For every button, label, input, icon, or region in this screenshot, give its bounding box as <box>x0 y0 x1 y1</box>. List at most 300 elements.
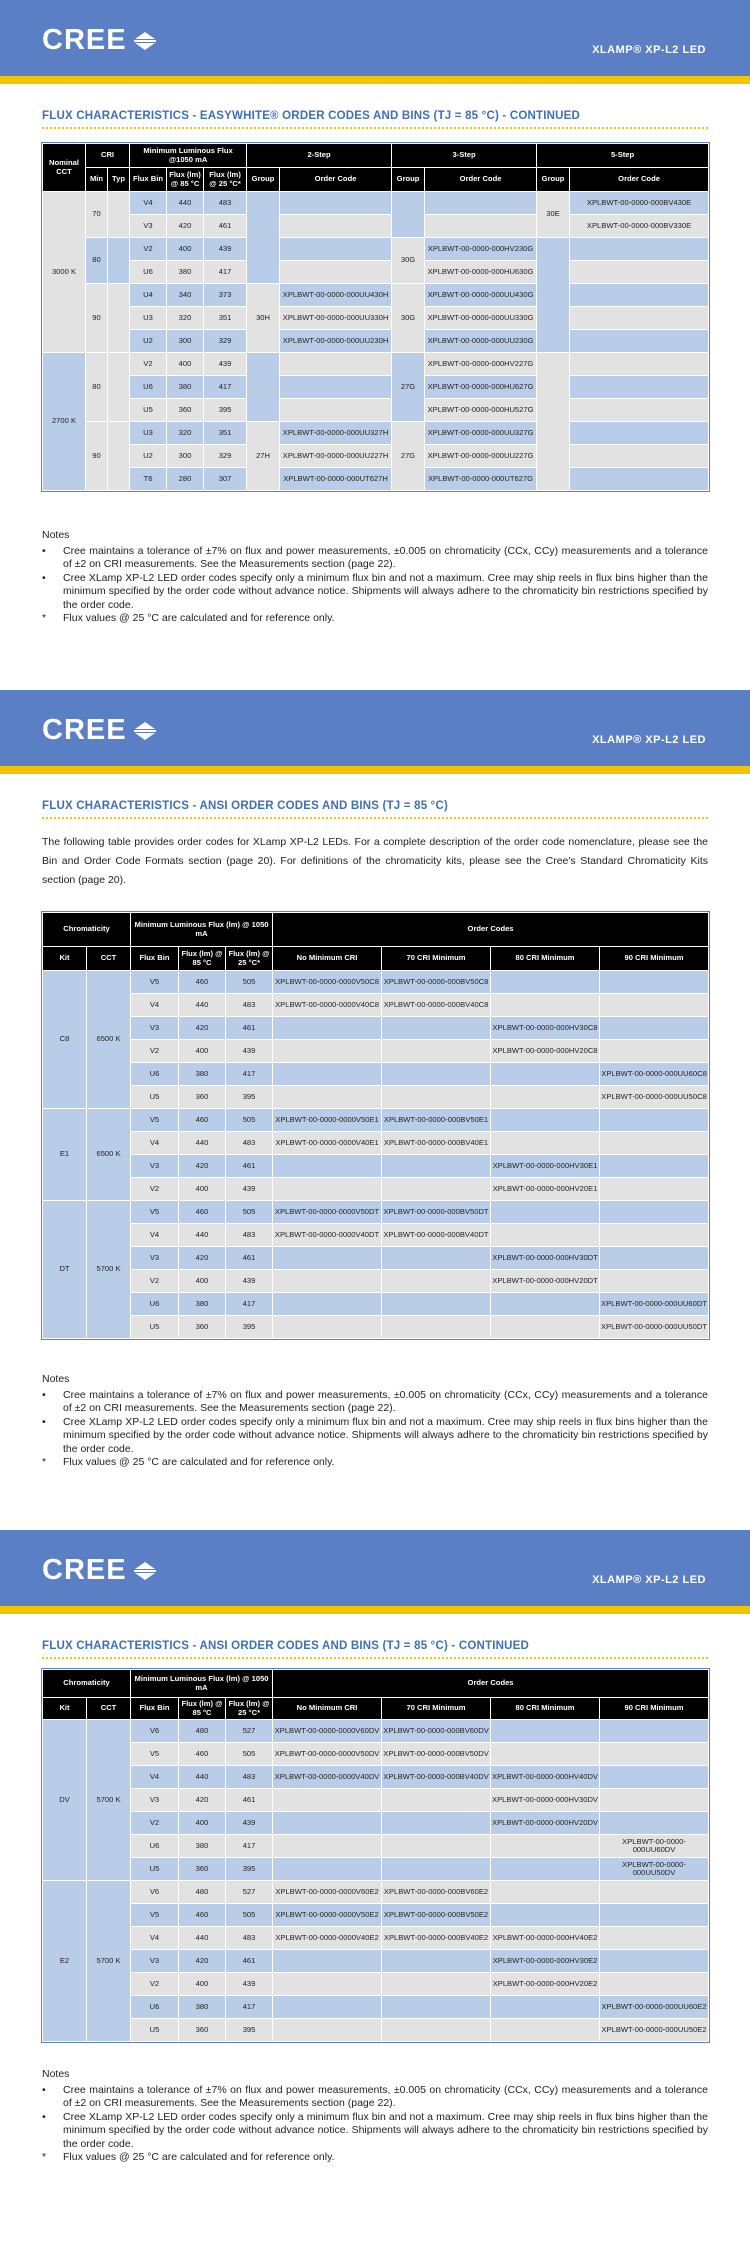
flux-bin-cell: V5 <box>131 1201 179 1224</box>
cri-min-cell: 90 <box>86 284 108 353</box>
flux-bin-cell: U5 <box>131 1858 179 1881</box>
page-1 <box>0 0 750 690</box>
order-code-cell: XPLBWT-00-0000-000HU627G <box>425 376 537 399</box>
order-code-cell <box>273 2019 382 2042</box>
table-row <box>43 284 709 307</box>
flux25-cell: 439 <box>226 1040 273 1063</box>
flux-bin-cell: V3 <box>130 215 167 238</box>
table-row <box>43 1017 709 1040</box>
table-row <box>43 1996 709 2019</box>
kit-cell: C8 <box>43 971 87 1109</box>
cri-typ-cell <box>108 192 130 238</box>
group3-cell: 27G <box>392 422 425 491</box>
table-row <box>43 261 709 284</box>
order-code-cell: XPLBWT-00-0000-000UU327H <box>280 422 392 445</box>
flux25-cell: 439 <box>226 1178 273 1201</box>
order-code-cell <box>382 1316 491 1339</box>
cct-cell: 5700 K <box>87 1720 131 1881</box>
group5-cell <box>537 238 570 353</box>
flux85-cell: 400 <box>179 1040 226 1063</box>
order-code-cell <box>382 1293 491 1316</box>
kit-cell: E1 <box>43 1109 87 1201</box>
order-code-cell <box>491 1132 600 1155</box>
flux-bin-cell: V6 <box>131 1720 179 1743</box>
flux-bin-cell: V2 <box>130 353 167 376</box>
order-code-cell: XPLBWT-00-0000-000UU330H <box>280 307 392 330</box>
col-80cri: 80 CRI Minimum <box>491 1698 600 1720</box>
col-min-lum: Minimum Luminous Flux (lm) @ 1050 mA <box>131 1670 273 1698</box>
notes-title: Notes <box>42 2068 70 2081</box>
flux-bin-cell: V4 <box>131 1132 179 1155</box>
section-title: FLUX CHARACTERISTICS - ANSI ORDER CODES AND BINS (TJ = 85 °C) - CONTINUED <box>42 1640 708 1659</box>
order-code-cell <box>600 1812 709 1835</box>
flux25-cell: 439 <box>204 353 247 376</box>
notes <box>42 1373 708 1470</box>
flux25-cell: 505 <box>226 1743 273 1766</box>
flux-bin-cell: U5 <box>130 399 167 422</box>
flux-bin-cell: V4 <box>131 994 179 1017</box>
cree-logo <box>42 1554 157 1587</box>
order-code-cell: XPLBWT-00-0000-0000V40DT <box>273 1224 382 1247</box>
col-flux-bin: Flux Bin <box>130 168 167 192</box>
group2-cell <box>247 192 280 284</box>
col-group: Group <box>392 168 425 192</box>
order-code-cell <box>273 1812 382 1835</box>
order-code-cell <box>273 1316 382 1339</box>
table-row <box>43 1178 709 1201</box>
flux-bin-cell: V4 <box>131 1927 179 1950</box>
order-code-cell: XPLBWT-00-0000-000BV60E2 <box>382 1881 491 1904</box>
table-row <box>43 1973 709 1996</box>
group3-cell: 30G <box>392 284 425 353</box>
order-code-cell <box>600 1927 709 1950</box>
cri-typ-cell <box>108 353 130 422</box>
order-code-cell: XPLBWT-00-0000-000HV30DT <box>491 1247 600 1270</box>
flux-bin-cell: V2 <box>131 1178 179 1201</box>
flux85-cell: 420 <box>167 215 204 238</box>
order-code-cell: XPLBWT-00-0000-000BV40DT <box>382 1224 491 1247</box>
table-row <box>43 1927 709 1950</box>
flux25-cell: 417 <box>204 261 247 284</box>
order-code-cell <box>570 261 709 284</box>
col-typ: Typ <box>108 168 130 192</box>
order-code-cell <box>280 376 392 399</box>
header-stripe <box>0 76 750 84</box>
flux-bin-cell: V2 <box>131 1040 179 1063</box>
flux25-cell: 329 <box>204 445 247 468</box>
cct-cell: 6500 K <box>87 971 131 1109</box>
flux-bin-cell: U6 <box>130 376 167 399</box>
table-row <box>43 1881 709 1904</box>
note-item: * Flux values @ 25 °C are calculated and for reference only. <box>42 612 335 624</box>
order-code-cell: XPLBWT-00-0000-000UU430G <box>425 284 537 307</box>
cri-min-cell: 70 <box>86 192 108 238</box>
order-code-cell <box>273 1086 382 1109</box>
order-code-cell <box>491 1720 600 1743</box>
cri-typ-cell <box>108 284 130 353</box>
order-code-cell <box>273 1270 382 1293</box>
col-order-code: Order Code <box>570 168 709 192</box>
table-row <box>43 2019 709 2042</box>
flux25-cell: 395 <box>204 399 247 422</box>
flux25-cell: 483 <box>204 192 247 215</box>
flux25-cell: 483 <box>226 1224 273 1247</box>
order-code-cell <box>570 422 709 445</box>
order-code-cell <box>280 353 392 376</box>
table-row <box>43 1720 709 1743</box>
order-code-cell: XPLBWT-00-0000-0000V50DT <box>273 1201 382 1224</box>
flux85-cell: 440 <box>179 1224 226 1247</box>
flux85-cell: 360 <box>179 2019 226 2042</box>
table-row <box>43 1040 709 1063</box>
order-code-cell: XPLBWT-00-0000-000BV40C8 <box>382 994 491 1017</box>
table-row <box>43 971 709 994</box>
flux85-cell: 420 <box>179 1950 226 1973</box>
order-code-cell: XPLBWT-00-0000-000HV227G <box>425 353 537 376</box>
order-code-cell <box>600 1132 709 1155</box>
order-code-cell: XPLBWT-00-0000-000HV30E2 <box>491 1950 600 1973</box>
note-item: • Cree XLamp XP-L2 LED order codes specify only a minimum flux bin and not a maximum. Cree may ship reels in flux bins higher than the minimum specified by the order code without advance notice. Shipments will always adhere to the chromaticity bin restrictions specified by the order code. <box>42 1415 708 1455</box>
order-code-cell: XPLBWT-00-0000-0000V50E1 <box>273 1109 382 1132</box>
col-80cri: 80 CRI Minimum <box>491 947 600 971</box>
flux85-cell: 400 <box>167 353 204 376</box>
order-code-cell: XPLBWT-00-0000-0000V60DV <box>273 1720 382 1743</box>
notes-title: Notes <box>42 529 70 541</box>
table-row <box>43 1224 709 1247</box>
group3-cell: 27G <box>392 353 425 422</box>
flux-bin-cell: U4 <box>130 284 167 307</box>
flux85-cell: 460 <box>179 1109 226 1132</box>
order-code-cell <box>600 1247 709 1270</box>
order-code-cell: XPLBWT-00-0000-0000V60E2 <box>273 1881 382 1904</box>
order-code-cell: XPLBWT-00-0000-0000V50DV <box>273 1743 382 1766</box>
table-row <box>43 399 709 422</box>
cree-arrows-icon <box>133 720 157 742</box>
order-code-cell: XPLBWT-00-0000-000UU227G <box>425 445 537 468</box>
order-code-cell: XPLBWT-00-0000-000HV20DT <box>491 1270 600 1293</box>
header-stripe <box>0 1606 750 1614</box>
table-row <box>43 376 709 399</box>
flux25-cell: 461 <box>226 1789 273 1812</box>
cct-cell: 3000 K <box>43 192 86 353</box>
order-code-cell: XPLBWT-00-0000-0000V40E1 <box>273 1132 382 1155</box>
order-code-cell <box>600 1224 709 1247</box>
order-code-cell <box>570 238 709 261</box>
order-code-cell <box>382 1155 491 1178</box>
note-item: * Flux values @ 25 °C are calculated and for reference only. <box>42 2151 335 2164</box>
order-code-cell: XPLBWT-00-0000-000UU330G <box>425 307 537 330</box>
order-code-cell <box>273 1247 382 1270</box>
table-row <box>43 1247 709 1270</box>
easywhite-table <box>42 143 709 491</box>
flux25-cell: 373 <box>204 284 247 307</box>
flux-bin-cell: V2 <box>131 1973 179 1996</box>
col-flux-bin: Flux Bin <box>131 947 179 971</box>
order-code-cell: XPLBWT-00-0000-000UU227H <box>280 445 392 468</box>
flux85-cell: 380 <box>179 1063 226 1086</box>
col-group: Group <box>247 168 280 192</box>
table-row <box>43 445 709 468</box>
flux85-cell: 380 <box>179 1835 226 1858</box>
order-code-cell <box>273 1950 382 1973</box>
order-code-cell: XPLBWT-00-0000-000UU50E2 <box>600 2019 709 2042</box>
order-code-cell <box>382 1178 491 1201</box>
kit-cell: DT <box>43 1201 87 1339</box>
flux-bin-cell: V2 <box>131 1812 179 1835</box>
flux25-cell: 527 <box>226 1720 273 1743</box>
page-header <box>0 0 750 84</box>
flux-bin-cell: U5 <box>131 2019 179 2042</box>
flux85-cell: 300 <box>167 330 204 353</box>
table-row <box>43 994 709 1017</box>
flux85-cell: 380 <box>179 1293 226 1316</box>
table-row <box>43 307 709 330</box>
order-code-cell <box>491 1881 600 1904</box>
flux85-cell: 380 <box>167 376 204 399</box>
note-item: * Flux values @ 25 °C are calculated and for reference only. <box>42 1456 335 1468</box>
flux-bin-cell: V4 <box>131 1224 179 1247</box>
flux-bin-cell: V2 <box>130 238 167 261</box>
flux85-cell: 440 <box>167 192 204 215</box>
order-code-cell: XPLBWT-00-0000-0000V50C8 <box>273 971 382 994</box>
flux85-cell: 420 <box>179 1247 226 1270</box>
notes-title: Notes <box>42 1373 70 1385</box>
order-code-cell: XPLBWT-00-0000-000HV30DV <box>491 1789 600 1812</box>
table-row <box>43 1743 709 1766</box>
order-code-cell: XPLBWT-00-0000-000BV50E2 <box>382 1904 491 1927</box>
col-cct: CCT <box>87 1698 131 1720</box>
table-row <box>43 1270 709 1293</box>
flux85-cell: 320 <box>167 422 204 445</box>
flux85-cell: 280 <box>167 468 204 491</box>
flux-bin-cell: T6 <box>130 468 167 491</box>
flux85-cell: 380 <box>179 1996 226 2019</box>
order-code-cell: XPLBWT-00-0000-000HV30E1 <box>491 1155 600 1178</box>
order-code-cell: XPLBWT-00-0000-000HV40DV <box>491 1766 600 1789</box>
table-row <box>43 215 709 238</box>
notes <box>42 2068 708 2165</box>
col-kit: Kit <box>43 1698 87 1720</box>
cree-arrows-icon <box>133 30 157 52</box>
col-3step: 3-Step <box>392 144 537 168</box>
table-row <box>43 1086 709 1109</box>
flux-bin-cell: U5 <box>131 1316 179 1339</box>
order-code-cell <box>491 1201 600 1224</box>
flux85-cell: 300 <box>167 445 204 468</box>
group5-cell <box>537 353 570 491</box>
flux85-cell: 360 <box>179 1858 226 1881</box>
order-code-cell <box>491 994 600 1017</box>
section-title: FLUX CHARACTERISTICS - EASYWHITE® ORDER CODES AND BINS (TJ = 85 °C) - CONTINUED <box>42 110 708 129</box>
cree-arrows-icon <box>133 1560 157 1582</box>
col-no-min-cri: No Minimum CRI <box>273 947 382 971</box>
order-code-cell <box>600 1720 709 1743</box>
order-code-cell <box>273 1293 382 1316</box>
order-code-cell <box>570 468 709 491</box>
flux-bin-cell: U6 <box>131 1996 179 2019</box>
flux-bin-cell: V5 <box>131 1904 179 1927</box>
order-code-cell <box>491 1224 600 1247</box>
col-order-code: Order Code <box>425 168 537 192</box>
table-row <box>43 1063 709 1086</box>
table-row <box>43 1950 709 1973</box>
flux85-cell: 460 <box>179 1904 226 1927</box>
order-code-cell <box>382 1063 491 1086</box>
flux85-cell: 460 <box>179 1201 226 1224</box>
order-code-cell: XPLBWT-00-0000-000BV50C8 <box>382 971 491 994</box>
table-row <box>43 1316 709 1339</box>
order-code-cell <box>600 1743 709 1766</box>
order-code-cell <box>600 1109 709 1132</box>
order-code-cell <box>570 399 709 422</box>
intro-paragraph: The following table provides order codes for XLamp XP-L2 LEDs. For a complete description of the order code nomenclature, please see the Bin and Order Code Formats section (page 20). For definitions of the chromaticity kits, please see the Cree's Standard Chromaticity Kits section (page 20). <box>42 836 708 886</box>
flux25-cell: 483 <box>226 994 273 1017</box>
flux85-cell: 440 <box>179 1132 226 1155</box>
order-code-cell <box>491 1109 600 1132</box>
col-flux-bin: Flux Bin <box>131 1698 179 1720</box>
order-code-cell: XPLBWT-00-0000-000UU60DT <box>600 1293 709 1316</box>
flux85-cell: 400 <box>179 1812 226 1835</box>
order-code-cell: XPLBWT-00-0000-000UU50C8 <box>600 1086 709 1109</box>
note-item: • Cree maintains a tolerance of ±7% on flux and power measurements, ±0.005 on chromaticity (CCx, CCy) measurements and a tolerance of ±2 on CRI measurements. See the Measurements section (page 22). <box>42 1388 708 1414</box>
flux85-cell: 340 <box>167 284 204 307</box>
cri-typ-cell <box>108 422 130 491</box>
order-code-cell <box>273 1789 382 1812</box>
order-code-cell: XPLBWT-00-0000-000HV20C8 <box>491 1040 600 1063</box>
flux25-cell: 461 <box>226 1950 273 1973</box>
flux85-cell: 360 <box>167 399 204 422</box>
flux25-cell: 483 <box>226 1927 273 1950</box>
flux25-cell: 461 <box>226 1247 273 1270</box>
order-code-cell <box>600 1881 709 1904</box>
order-code-cell <box>491 1996 600 2019</box>
flux25-cell: 461 <box>204 215 247 238</box>
flux-bin-cell: U6 <box>131 1063 179 1086</box>
order-code-cell <box>280 192 392 215</box>
flux85-cell: 420 <box>179 1155 226 1178</box>
order-code-cell <box>491 1086 600 1109</box>
flux-bin-cell: U5 <box>131 1086 179 1109</box>
order-code-cell <box>382 1086 491 1109</box>
order-code-cell <box>382 1858 491 1881</box>
order-code-cell <box>491 1743 600 1766</box>
order-code-cell: XPLBWT-00-0000-000UT627H <box>280 468 392 491</box>
cri-min-cell: 80 <box>86 238 108 284</box>
flux25-cell: 439 <box>226 1973 273 1996</box>
flux-bin-cell: V5 <box>131 971 179 994</box>
order-code-cell: XPLBWT-00-0000-000BV40DV <box>382 1766 491 1789</box>
table-row <box>43 1904 709 1927</box>
order-code-cell <box>425 192 537 215</box>
col-chromaticity: Chromaticity <box>43 913 131 947</box>
page-header <box>0 690 750 774</box>
order-code-cell <box>600 1155 709 1178</box>
order-code-cell <box>491 971 600 994</box>
group3-cell: 30G <box>392 238 425 284</box>
col-cct: CCT <box>87 947 131 971</box>
flux-bin-cell: U6 <box>131 1835 179 1858</box>
group3-cell <box>392 192 425 238</box>
order-code-cell: XPLBWT-00-0000-000BV430E <box>570 192 709 215</box>
flux85-cell: 400 <box>179 1270 226 1293</box>
order-code-cell <box>491 1316 600 1339</box>
order-code-cell <box>600 1040 709 1063</box>
order-code-cell: XPLBWT-00-0000-0000V50E2 <box>273 1904 382 1927</box>
order-code-cell <box>382 2019 491 2042</box>
order-code-cell: XPLBWT-00-0000-000BV60DV <box>382 1720 491 1743</box>
order-code-cell <box>382 1973 491 1996</box>
order-code-cell <box>382 1017 491 1040</box>
order-code-cell <box>273 1040 382 1063</box>
notes <box>42 529 708 626</box>
table-row <box>43 330 709 353</box>
col-cri: CRI <box>86 144 130 168</box>
group5-cell: 30E <box>537 192 570 238</box>
flux25-cell: 417 <box>226 1063 273 1086</box>
order-code-cell <box>382 1040 491 1063</box>
flux25-cell: 417 <box>204 376 247 399</box>
order-code-cell: XPLBWT-00-0000-000UU60E2 <box>600 1996 709 2019</box>
table-row <box>43 1155 709 1178</box>
flux25-cell: 395 <box>226 1086 273 1109</box>
flux-bin-cell: U6 <box>131 1293 179 1316</box>
flux85-cell: 440 <box>179 994 226 1017</box>
flux-bin-cell: V2 <box>131 1270 179 1293</box>
order-code-cell <box>273 1178 382 1201</box>
flux85-cell: 420 <box>179 1017 226 1040</box>
table-row <box>43 1109 709 1132</box>
flux25-cell: 395 <box>226 1858 273 1881</box>
flux85-cell: 400 <box>179 1178 226 1201</box>
flux85-cell: 440 <box>179 1927 226 1950</box>
col-70cri: 70 CRI Minimum <box>382 947 491 971</box>
order-code-cell <box>600 971 709 994</box>
order-code-cell <box>382 1950 491 1973</box>
flux25-cell: 505 <box>226 1904 273 1927</box>
order-code-cell: XPLBWT-00-0000-000UU327G <box>425 422 537 445</box>
table-row <box>43 1858 709 1881</box>
order-code-cell <box>280 399 392 422</box>
col-flux25: Flux (lm) @ 25 °C* <box>204 168 247 192</box>
order-code-cell <box>273 1835 382 1858</box>
order-code-cell <box>280 238 392 261</box>
flux25-cell: 329 <box>204 330 247 353</box>
flux25-cell: 483 <box>226 1766 273 1789</box>
kit-cell: DV <box>43 1720 87 1881</box>
flux85-cell: 480 <box>179 1881 226 1904</box>
header-stripe <box>0 766 750 774</box>
order-code-cell: XPLBWT-00-0000-000BV40E1 <box>382 1132 491 1155</box>
flux85-cell: 460 <box>179 971 226 994</box>
col-chromaticity: Chromaticity <box>43 1670 131 1698</box>
order-code-cell: XPLBWT-00-0000-0000V40E2 <box>273 1927 382 1950</box>
flux-bin-cell: V3 <box>131 1789 179 1812</box>
flux25-cell: 439 <box>226 1812 273 1835</box>
col-2step: 2-Step <box>247 144 392 168</box>
flux85-cell: 320 <box>167 307 204 330</box>
order-code-cell <box>273 1996 382 2019</box>
order-code-cell: XPLBWT-00-0000-000BV50DV <box>382 1743 491 1766</box>
order-code-cell <box>273 1973 382 1996</box>
order-code-cell: XPLBWT-00-0000-000HV30C8 <box>491 1017 600 1040</box>
order-code-cell <box>280 261 392 284</box>
order-code-cell <box>491 1063 600 1086</box>
flux25-cell: 461 <box>226 1017 273 1040</box>
table-row <box>43 422 709 445</box>
cree-logo <box>42 24 157 57</box>
kit-cell: E2 <box>43 1881 87 2042</box>
order-code-cell <box>570 445 709 468</box>
